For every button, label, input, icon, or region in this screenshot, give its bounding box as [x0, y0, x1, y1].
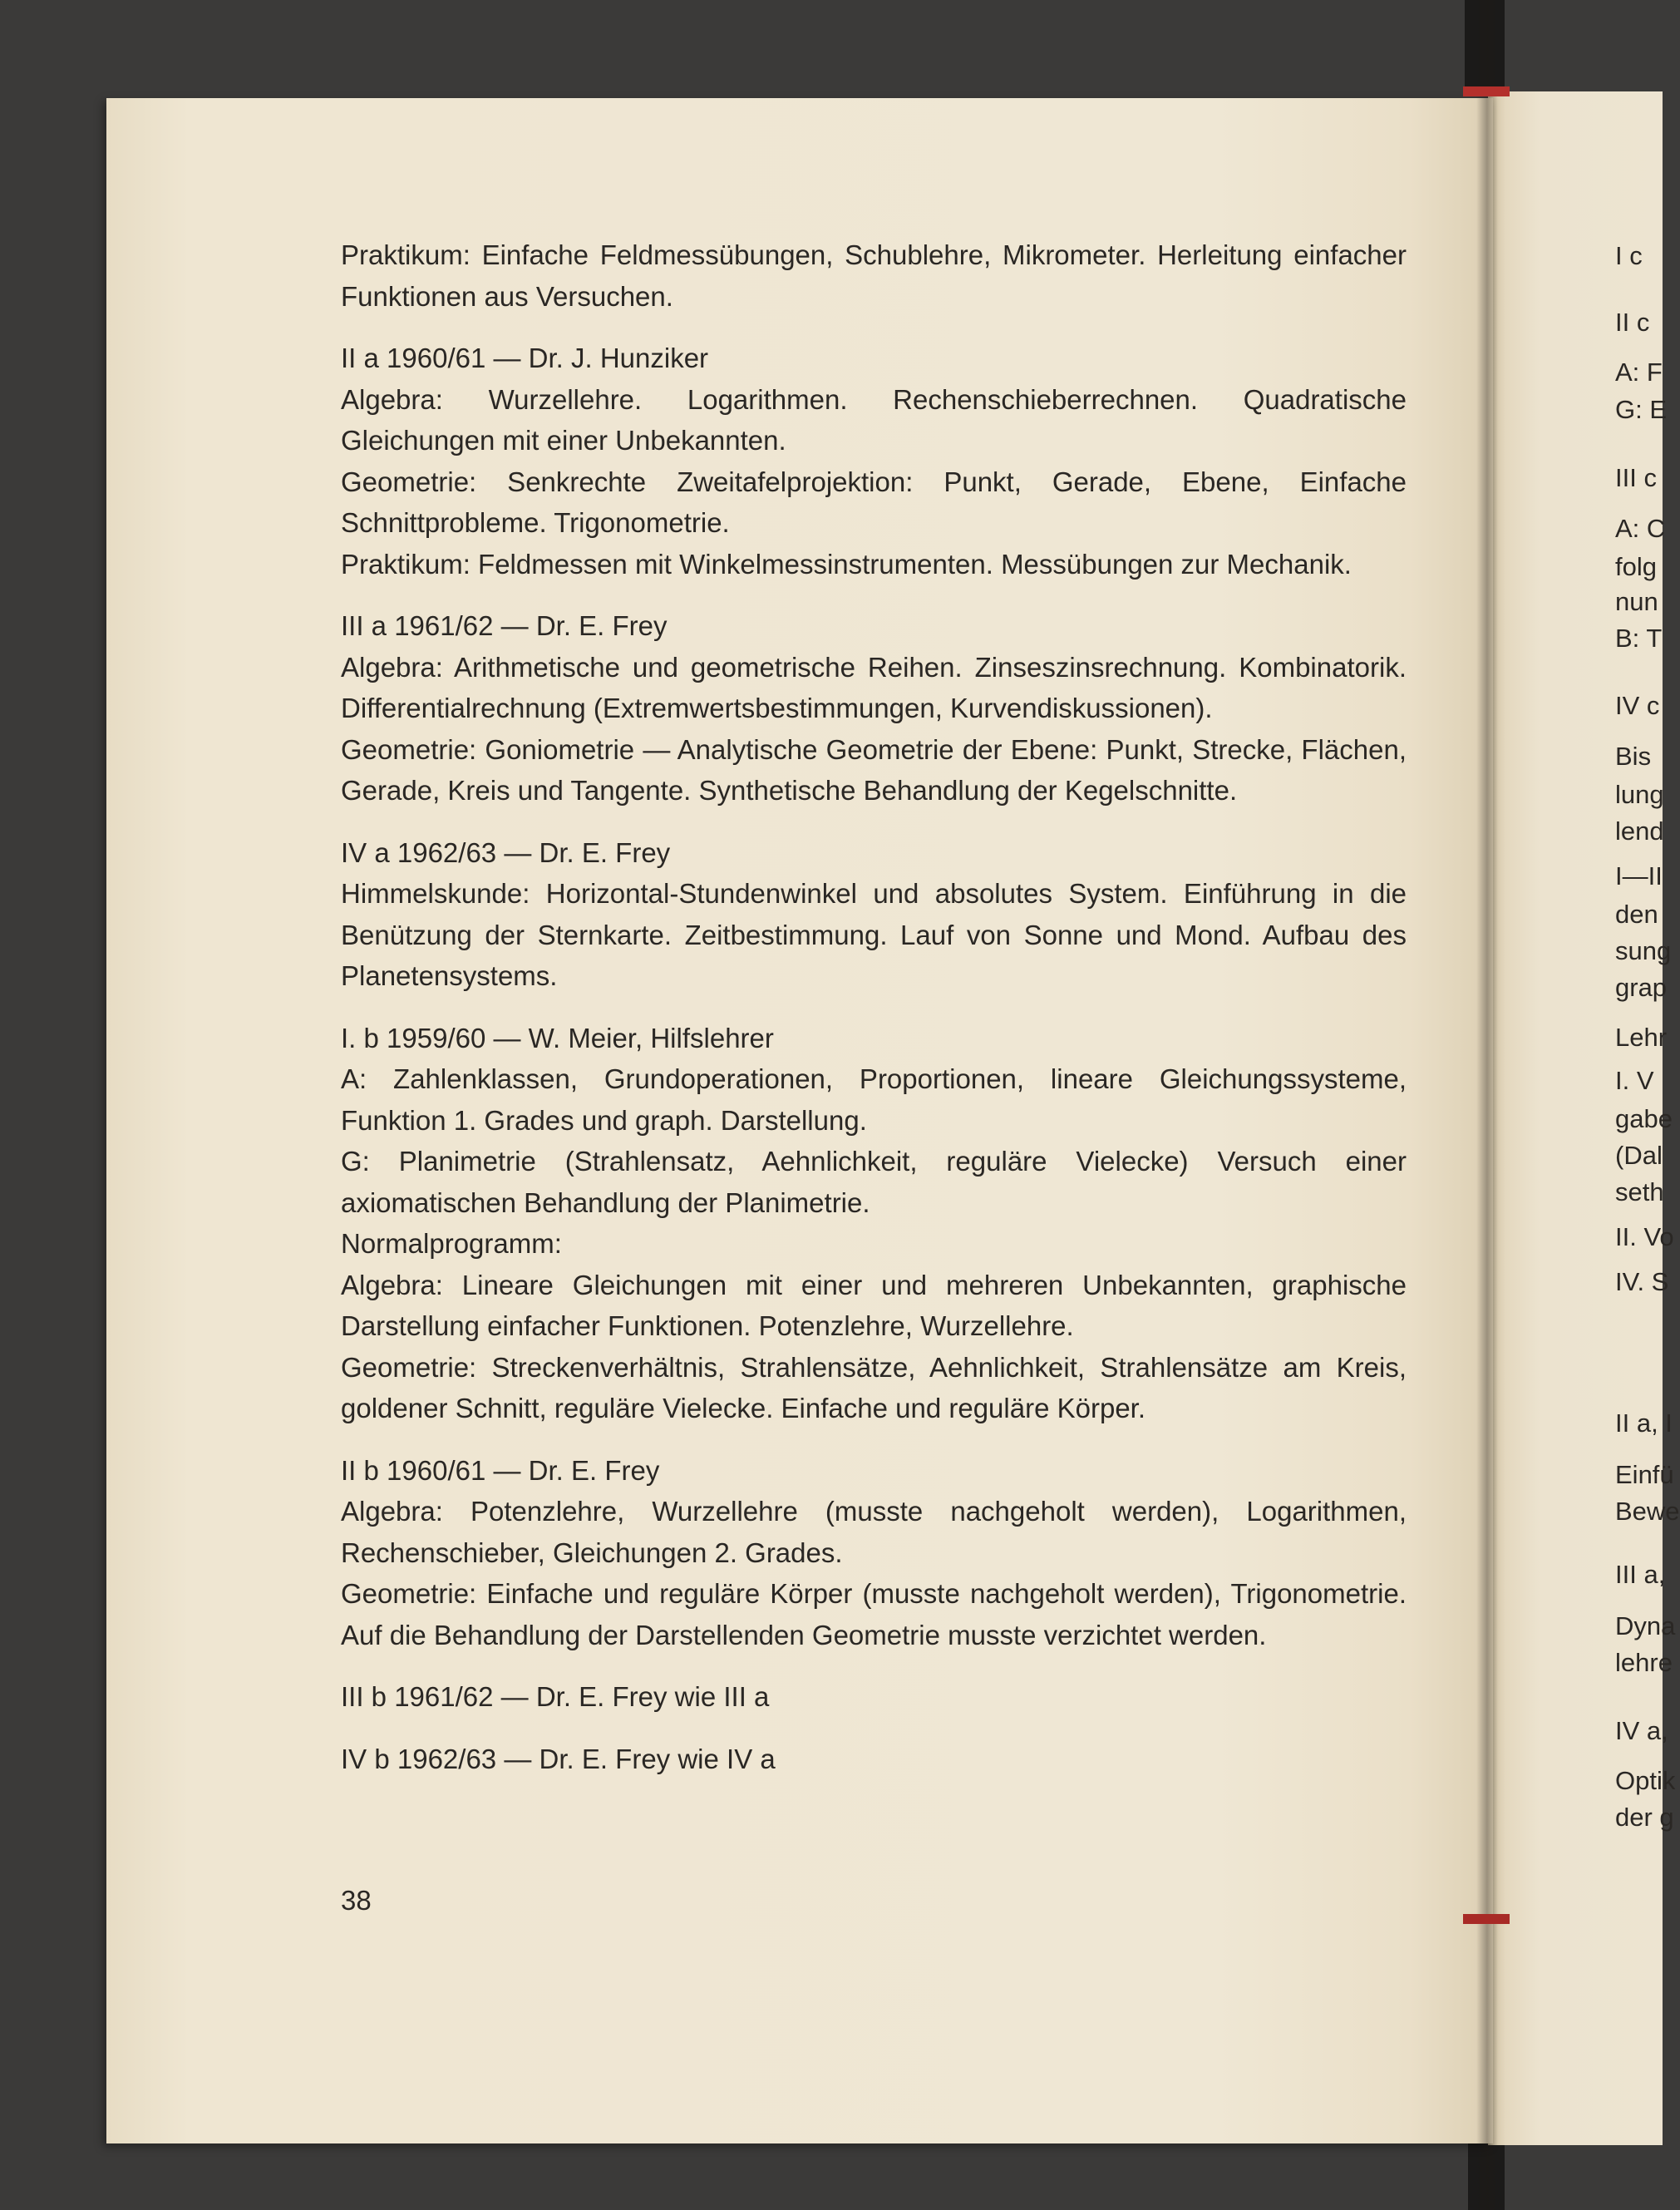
right-page-fragments	[1615, 0, 1680, 2210]
text-fragment: III c	[1615, 463, 1657, 492]
page-text	[341, 234, 1407, 1779]
section-heading: IV a 1962/63 — Dr. E. Frey	[341, 836, 671, 868]
paragraph: Geometrie: Einfache und reguläre Körper (musste nachgeholt werden), Trigonometrie. Auf die Behandlung der Darstellenden Geometrie musste verzichtet werden.	[341, 1578, 1407, 1650]
paragraph: Algebra: Wurzellehre. Logarithmen. Rechenschieberrechnen. Quadratische Gleichungen mit einer Unbekannten.	[341, 383, 1407, 456]
paragraph: Normalprogramm:	[341, 1228, 562, 1259]
text-fragment: A: C	[1615, 514, 1666, 543]
book-gutter	[1476, 0, 1498, 2210]
paragraph: Praktikum: Einfache Feldmessübungen, Schublehre, Mikrometer. Herleitung einfacher Funktionen aus Versuchen.	[341, 239, 1407, 312]
text-fragment: Optik	[1615, 1766, 1676, 1795]
paragraph: Algebra: Arithmetische und geometrische Reihen. Zinseszinsrechnung. Kombinatorik. Differentialrechnung (Extremwertsbestimmungen, Kurvendiskussionen).	[341, 651, 1407, 723]
section-heading: I. b 1959/60 — W. Meier, Hilfslehrer	[341, 1022, 774, 1053]
text-fragment: lend	[1615, 816, 1664, 846]
text-fragment: I. V	[1615, 1066, 1654, 1095]
paragraph: Geometrie: Streckenverhältnis, Strahlensätze, Aehnlichkeit, Strahlensätze am Kreis, goldener Schnitt, reguläre Vielecke. Einfache und reguläre Körper.	[341, 1351, 1407, 1423]
text-fragment: grap	[1615, 973, 1668, 1002]
text-fragment: III a,	[1615, 1560, 1666, 1589]
text-fragment: nun	[1615, 587, 1658, 616]
headband-top	[1463, 86, 1510, 96]
text-fragment: lung	[1615, 780, 1664, 809]
text-fragment: der g	[1615, 1803, 1674, 1832]
text-fragment: lehre	[1615, 1648, 1673, 1677]
paragraph: Geometrie: Senkrechte Zweitafelprojektion: Punkt, Gerade, Ebene, Einfache Schnittprobleme. Trigonometrie.	[341, 466, 1407, 538]
text-fragment: B: T	[1615, 624, 1663, 653]
text-fragment: Bis	[1615, 742, 1652, 771]
text-fragment: seth	[1615, 1177, 1664, 1206]
paragraph: Algebra: Lineare Gleichungen mit einer und mehreren Unbekannten, graphische Darstellung einfacher Funktionen. Potenzlehre, Wurzellehre.	[341, 1269, 1407, 1341]
section-heading: II b 1960/61 — Dr. E. Frey	[341, 1454, 660, 1486]
section-heading: III b 1961/62 — Dr. E. Frey wie III a	[341, 1681, 770, 1712]
paragraph: Praktikum: Feldmessen mit Winkelmessinstrumenten. Messübungen zur Mechanik.	[341, 548, 1352, 580]
paragraph: Geometrie: Goniometrie — Analytische Geometrie der Ebene: Punkt, Strecke, Flächen, Gerade, Kreis und Tangente. Synthetische Behandlung der Kegelschnitte.	[341, 733, 1407, 806]
paragraph: Himmelskunde: Horizontal-Stundenwinkel und absolutes System. Einführung in die Benützung der Sternkarte. Zeitbestimmung. Lauf von Sonne und Mond. Aufbau des Planetensystems.	[341, 878, 1407, 991]
text-fragment: Bewe	[1615, 1497, 1680, 1526]
text-fragment: IV a,	[1615, 1716, 1668, 1745]
text-fragment: II. Vo	[1615, 1222, 1674, 1251]
text-fragment: G: E	[1615, 395, 1668, 424]
section-heading: II a 1960/61 — Dr. J. Hunziker	[341, 343, 709, 373]
text-fragment: II c	[1615, 308, 1650, 337]
text-fragment: Dyna	[1615, 1611, 1676, 1640]
section-heading: III a 1961/62 — Dr. E. Frey	[341, 610, 668, 641]
text-fragment: A: F	[1615, 358, 1663, 387]
text-fragment: IV c	[1615, 691, 1660, 720]
headband-bottom	[1463, 1914, 1510, 1924]
text-fragment: I—II	[1615, 861, 1663, 890]
text-fragment: Einfü	[1615, 1460, 1674, 1489]
paragraph: Algebra: Potenzlehre, Wurzellehre (musste nachgeholt werden), Logarithmen, Rechenschieber, Gleichungen 2. Grades.	[341, 1496, 1407, 1568]
paragraph: A: Zahlenklassen, Grundoperationen, Proportionen, lineare Gleichungssysteme, Funktion 1. Grades und graph. Darstellung.	[341, 1063, 1407, 1136]
text-fragment: IV. S	[1615, 1267, 1669, 1296]
text-fragment: I c	[1615, 241, 1643, 270]
text-fragment: den	[1615, 900, 1658, 929]
text-fragment: gabe	[1615, 1104, 1673, 1133]
text-fragment: folg	[1615, 552, 1657, 581]
text-fragment: Lehr	[1615, 1023, 1668, 1052]
text-fragment: sung	[1615, 936, 1672, 965]
page-number: 38	[341, 1885, 372, 1916]
section-heading: IV b 1962/63 — Dr. E. Frey wie IV a	[341, 1743, 776, 1774]
text-fragment: II a, I	[1615, 1408, 1673, 1438]
text-fragment: (Dal	[1615, 1141, 1663, 1170]
paragraph: G: Planimetrie (Strahlensatz, Aehnlichkeit, reguläre Vielecke) Versuch einer axiomatischen Behandlung der Planimetrie.	[341, 1146, 1407, 1218]
